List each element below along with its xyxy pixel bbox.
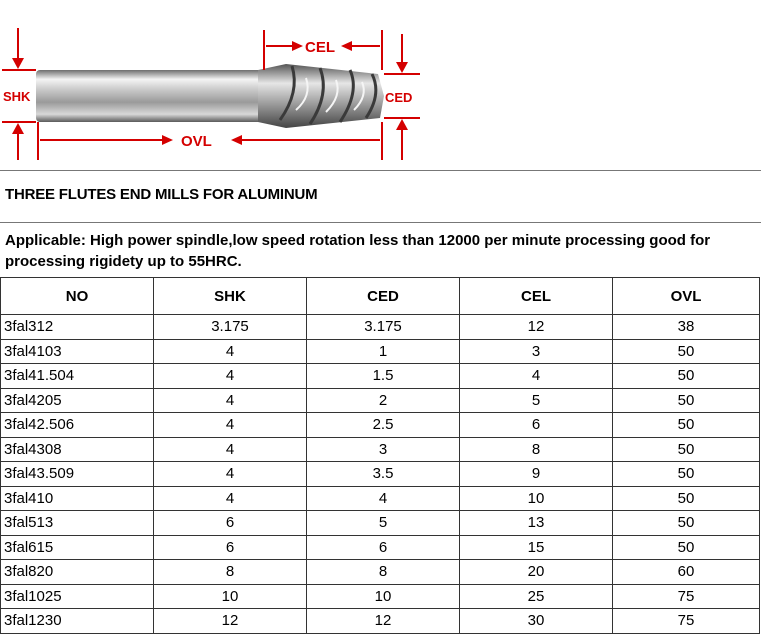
cell-shk: 12 xyxy=(154,609,307,634)
cell-ced: 1 xyxy=(307,339,460,364)
cell-ovl: 50 xyxy=(613,486,760,511)
ovl-label: OVL xyxy=(181,133,212,150)
cell-no: 3fal820 xyxy=(1,560,154,585)
cell-shk: 6 xyxy=(154,511,307,536)
cell-cel: 25 xyxy=(460,584,613,609)
ced-label: CED xyxy=(385,90,413,105)
col-header-ovl: OVL xyxy=(613,278,760,315)
shk-label: SHK xyxy=(3,89,31,104)
cell-ced: 8 xyxy=(307,560,460,585)
cell-shk: 8 xyxy=(154,560,307,585)
cell-shk: 4 xyxy=(154,437,307,462)
cell-ced: 6 xyxy=(307,535,460,560)
cell-ovl: 50 xyxy=(613,511,760,536)
cell-ced: 1.5 xyxy=(307,364,460,389)
divider xyxy=(0,222,761,223)
table-row xyxy=(1,315,760,340)
cell-no: 3fal4308 xyxy=(1,437,154,462)
cell-cel: 13 xyxy=(460,511,613,536)
cell-ovl: 50 xyxy=(613,413,760,438)
cell-shk: 6 xyxy=(154,535,307,560)
end-mill-diagram xyxy=(0,0,761,170)
end-mill-tool xyxy=(36,64,384,128)
table-body xyxy=(1,315,760,634)
cell-cel: 5 xyxy=(460,388,613,413)
cell-no: 3fal410 xyxy=(1,486,154,511)
cell-ced: 2 xyxy=(307,388,460,413)
cell-ovl: 50 xyxy=(613,388,760,413)
table-row xyxy=(1,388,760,413)
col-header-cel: CEL xyxy=(460,278,613,315)
table-row xyxy=(1,535,760,560)
cell-ced: 3.175 xyxy=(307,315,460,340)
cell-no: 3fal41.504 xyxy=(1,364,154,389)
applicable-note: Applicable: High power spindle,low speed rotation less than 12000 per minute processing good for processing rigidety up to 55HRC. xyxy=(5,232,711,270)
cell-ced: 3.5 xyxy=(307,462,460,487)
cell-ced: 4 xyxy=(307,486,460,511)
col-header-no: NO xyxy=(1,278,154,315)
cell-no: 3fal4205 xyxy=(1,388,154,413)
cell-ovl: 50 xyxy=(613,462,760,487)
cell-no: 3fal43.509 xyxy=(1,462,154,487)
cell-no: 3fal1230 xyxy=(1,609,154,634)
cell-no: 3fal312 xyxy=(1,315,154,340)
cell-cel: 30 xyxy=(460,609,613,634)
table-row xyxy=(1,339,760,364)
cell-shk: 4 xyxy=(154,388,307,413)
table-row xyxy=(1,560,760,585)
page-title: THREE FLUTES END MILLS FOR ALUMINUM xyxy=(5,186,318,203)
table-row xyxy=(1,462,760,487)
cell-ced: 12 xyxy=(307,609,460,634)
table-row xyxy=(1,413,760,438)
spec-table xyxy=(0,277,760,634)
cell-cel: 12 xyxy=(460,315,613,340)
cell-ovl: 75 xyxy=(613,609,760,634)
table-row xyxy=(1,437,760,462)
cell-ced: 10 xyxy=(307,584,460,609)
cell-shk: 4 xyxy=(154,364,307,389)
col-header-ced: CED xyxy=(307,278,460,315)
divider xyxy=(0,170,761,171)
cell-ovl: 75 xyxy=(613,584,760,609)
cell-cel: 9 xyxy=(460,462,613,487)
cell-cel: 8 xyxy=(460,437,613,462)
cell-cel: 4 xyxy=(460,364,613,389)
table-row xyxy=(1,511,760,536)
cell-ced: 2.5 xyxy=(307,413,460,438)
cell-ced: 3 xyxy=(307,437,460,462)
cell-cel: 10 xyxy=(460,486,613,511)
cell-no: 3fal4103 xyxy=(1,339,154,364)
cell-cel: 15 xyxy=(460,535,613,560)
cell-ced: 5 xyxy=(307,511,460,536)
cell-shk: 4 xyxy=(154,462,307,487)
cell-no: 3fal513 xyxy=(1,511,154,536)
cell-shk: 4 xyxy=(154,339,307,364)
cell-cel: 6 xyxy=(460,413,613,438)
cell-ovl: 38 xyxy=(613,315,760,340)
cell-cel: 20 xyxy=(460,560,613,585)
cell-shk: 3.175 xyxy=(154,315,307,340)
cell-ovl: 50 xyxy=(613,535,760,560)
table-header-row xyxy=(1,278,760,315)
cell-no: 3fal615 xyxy=(1,535,154,560)
table-row xyxy=(1,609,760,634)
table-row xyxy=(1,364,760,389)
cell-shk: 4 xyxy=(154,486,307,511)
table-row xyxy=(1,584,760,609)
cell-no: 3fal1025 xyxy=(1,584,154,609)
cel-label: CEL xyxy=(305,39,335,56)
cell-shk: 4 xyxy=(154,413,307,438)
col-header-shk: SHK xyxy=(154,278,307,315)
cell-shk: 10 xyxy=(154,584,307,609)
cell-ovl: 60 xyxy=(613,560,760,585)
cell-no: 3fal42.506 xyxy=(1,413,154,438)
cell-cel: 3 xyxy=(460,339,613,364)
table-row xyxy=(1,486,760,511)
cell-ovl: 50 xyxy=(613,364,760,389)
cell-ovl: 50 xyxy=(613,437,760,462)
cell-ovl: 50 xyxy=(613,339,760,364)
